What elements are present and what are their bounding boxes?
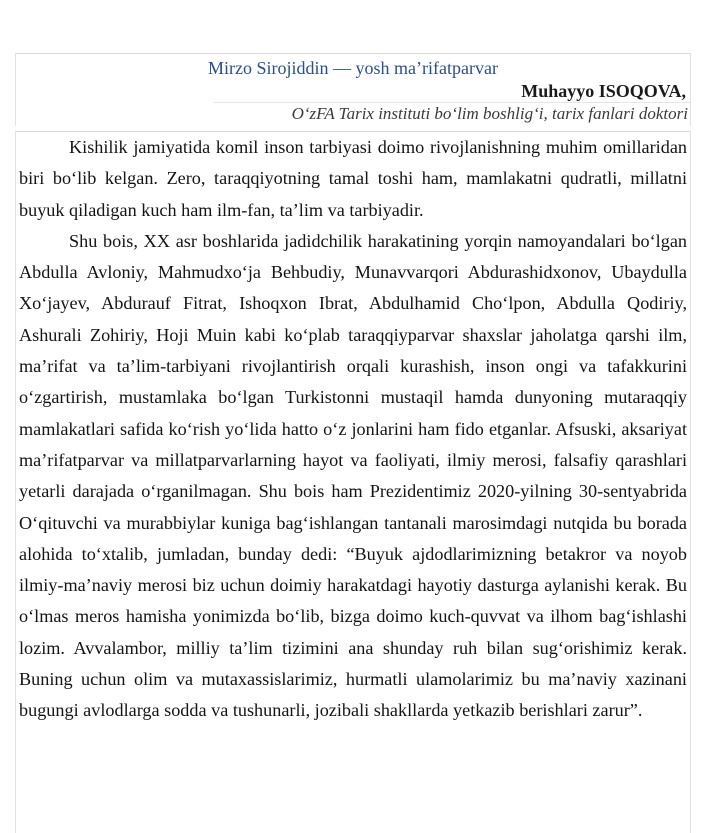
author-affiliation: O‘zFA Tarix instituti bo‘lim boshlig‘i, tarix fanlari doktori: [291, 104, 688, 123]
body-text: [19, 132, 687, 727]
paragraph: Kishilik jamiyatida komil inson tarbiyasi doimo rivojlanishning muhim omillaridan biri bo‘lib kelgan. Zero, taraqqiyotning tamal toshi ham, mamlakatni qudratli, millatni buyuk qiladigan kuch ham ilm-fan, ta’lim va tarbiyadir.: [19, 137, 687, 220]
author-name: Muhayyo ISOQOVA,: [521, 81, 686, 101]
article-title: Mirzo Sirojiddin — yosh ma’rifatparvar: [208, 58, 498, 78]
article-header: [15, 53, 691, 126]
article-body: [15, 131, 691, 833]
paragraph: Shu bois, XX asr boshlarida jadidchilik harakatining yorqin namoyandalari bo‘lgan Abdulla Avloniy, Mahmudxo‘ja Behbudiy, Munavvarqori Abdurashidxonov, Ubaydulla Xo‘jayev, Abdurauf Fitrat, Ishoqxon Ibrat, Abdulhamid Cho‘lpon, Abdulla Qodiriy, Ashurali Zohiriy, Hoji Muin kabi ko‘plab taraqqiyparvar shaxslar jaholatga qarshi ilm, ma’rifat va ta’lim-tarbiyani rivojlantirish orqali kurashish, inson ongi va tafakkurini o‘zgartirish, mustamlaka bo‘lgan Turkistonni mustaqil hamda dunyoning mutaraqqiy mamlakatlari safida ko‘rish yo‘lida hatto o‘z jonlarini ham fido etganlar. Afsuski, aksariyat ma’rifatparvar va millatparvarlarning hayot va faoliyati, ilmiy merosi, falsafiy qarashlari yetarli darajada o‘rganilmagan. Shu bois ham Prezidentimiz 2020-yilning 30-sentyabrida O‘qituvchi va murabbiylar kuniga bag‘ishlangan tantanali marosimdagi nutqida bu borada alohida to‘xtalib, jumladan, bunday dedi: “Buyuk ajdodlarimizning betakror va noyob ilmiy-ma’naviy merosi biz uchun doimiy harakatdagi hayotiy dasturga aylanishi kerak. Bu o‘lmas meros hamisha yonimizda bo‘lib, bizga doimo kuch-quvvat va ilhom bag‘ishlashi lozim. Avvalambor, milliy ta’lim tizimini ana shunday ruh bilan sug‘orishimiz kerak. Buning uchun olim va mutaxassislarimiz, hurmatli ulamolarimiz bu ma’naviy xazinani bugungi avlodlarga sodda va tushunarli, jozibali shakllarda yetkazib berishlari zarur”.: [19, 230, 687, 721]
